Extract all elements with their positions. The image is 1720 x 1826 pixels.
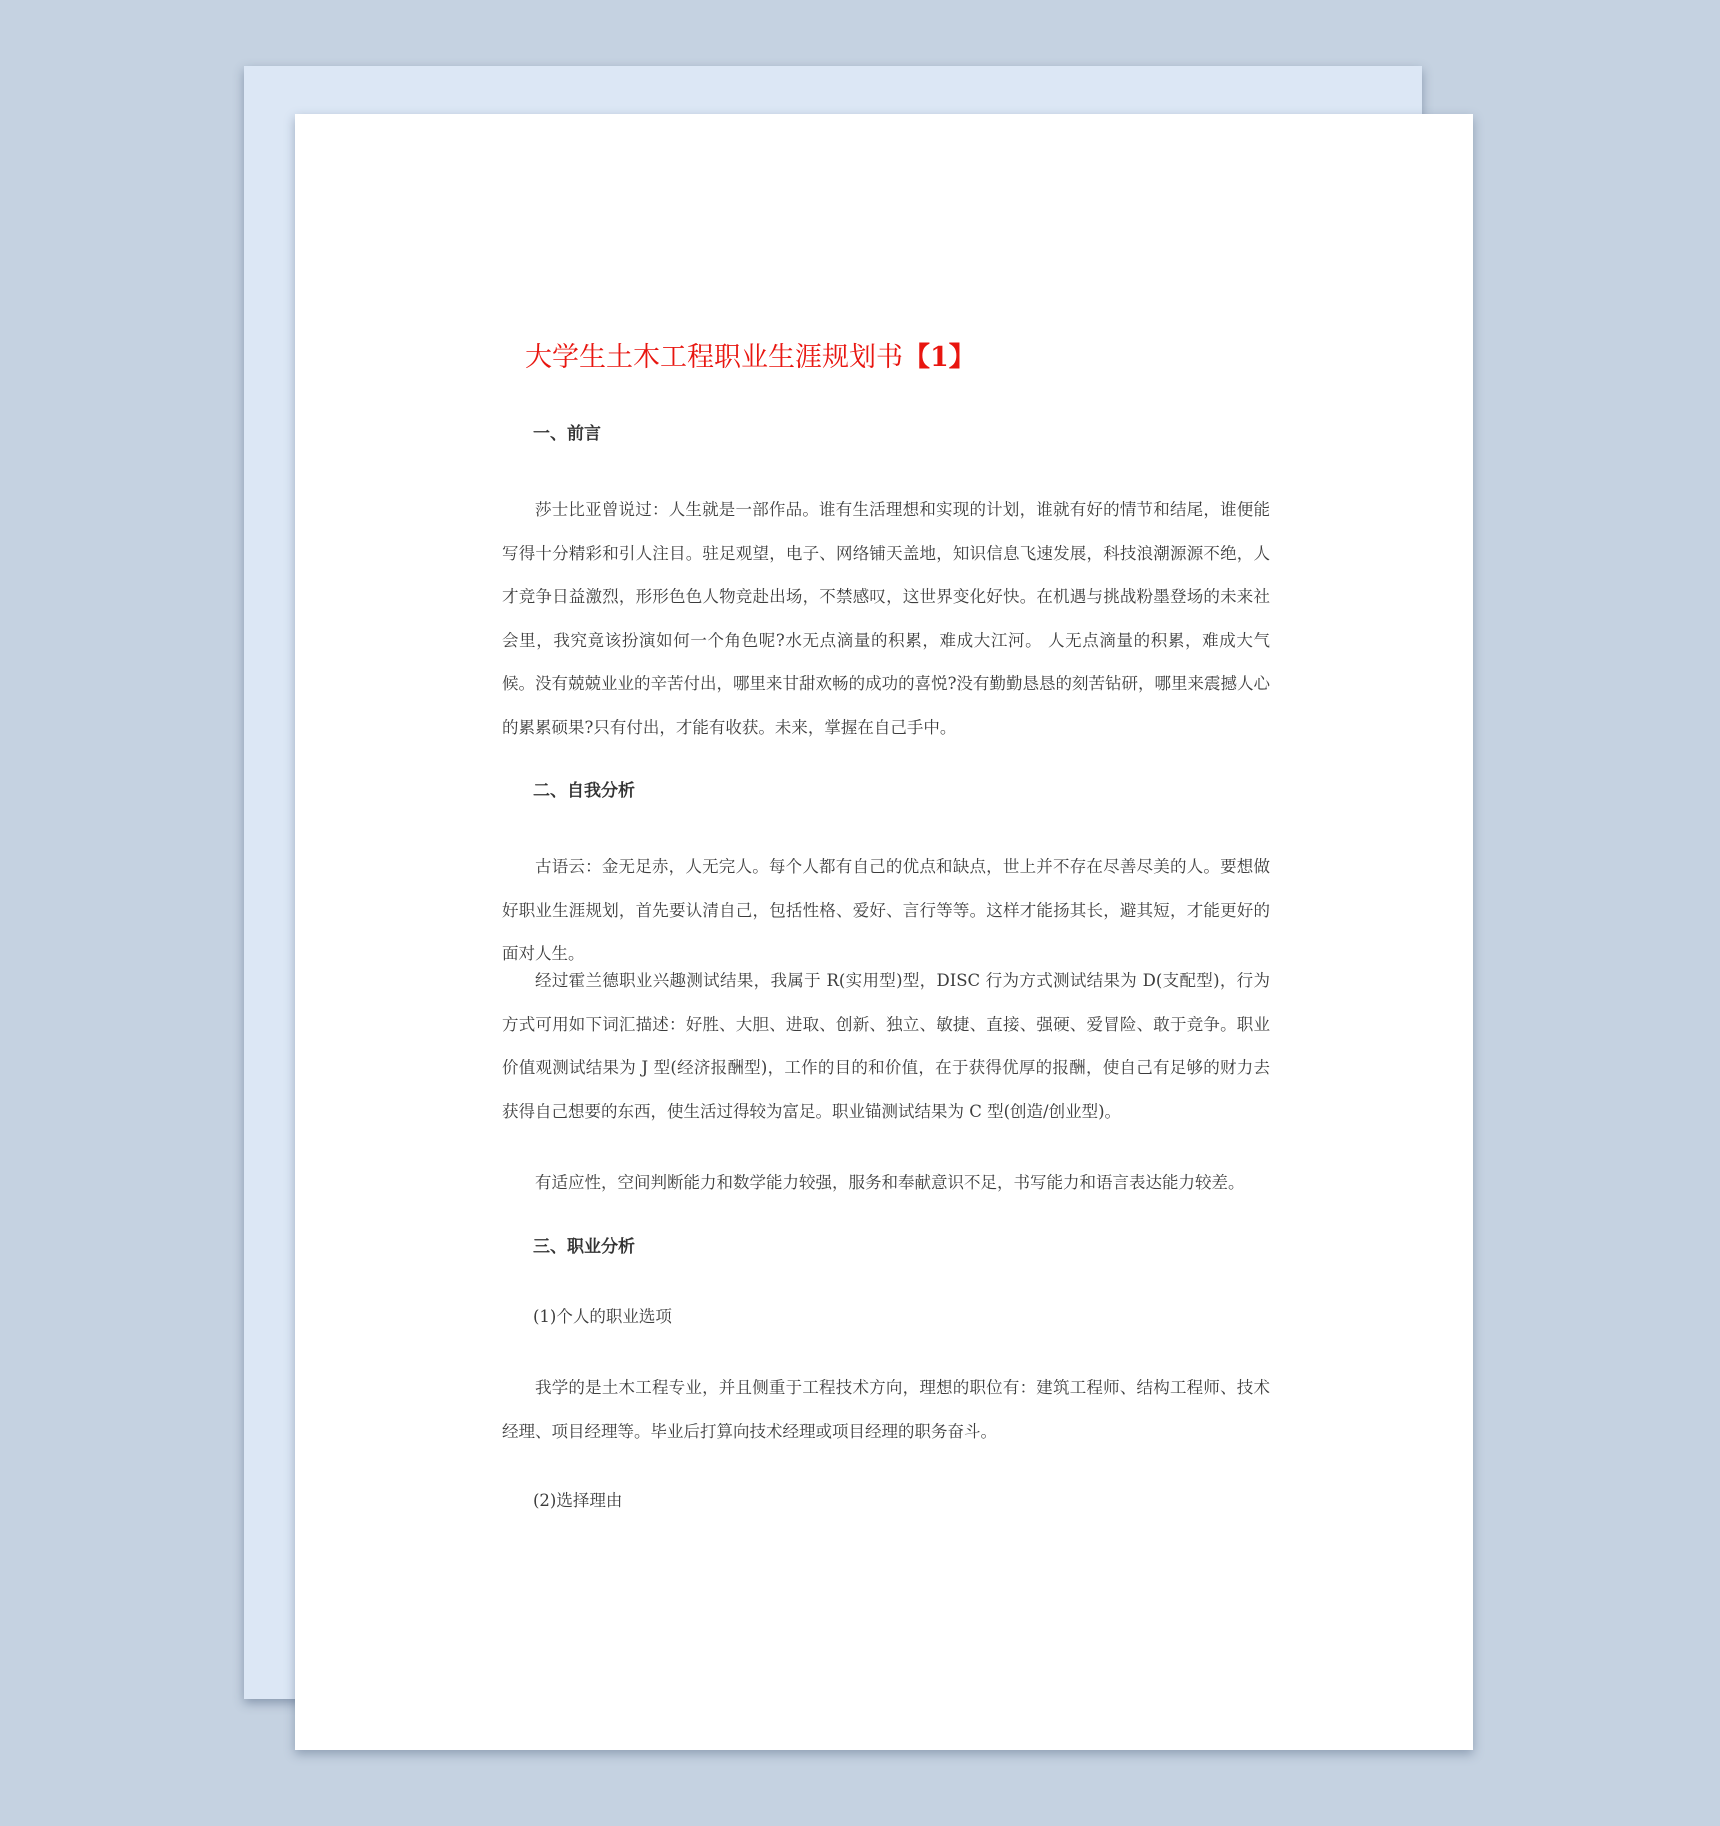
paragraph-preface: 莎士比亚曾说过：人生就是一部作品。谁有生活理想和实现的计划，谁就有好的情节和结尾，谁便能写得十分精彩和引人注目。驻足观望，电子、网络铺天盖地，知识信息飞速发展，科技浪潮源源不绝，人才竞争日益激烈，形形色色人物竞赴出场，不禁感叹，这世界变化好快。在机遇与挑战粉墨登场的未来社会里，我究竟该扮演如何一个角色呢?水无点滴量的积累，难成大江河。 人无点滴量的积累，难成大气候。没有兢兢业业的辛苦付出，哪里来甘甜欢畅的成功的喜悦?没有勤勤恳恳的刻苦钻研，哪里来震撼人心的累累硕果?只有付出，才能有收获。未来，掌握在自己手中。 (502, 500, 1270, 737)
document-title-number: 【1】 (903, 342, 976, 373)
subheading-career-options: (1)个人的职业选项 (533, 1307, 672, 1326)
document-title-text: 大学生土木工程职业生涯规划书 (525, 342, 903, 373)
section-heading-career-analysis: 三、职业分析 (533, 1237, 635, 1257)
section-heading-self-analysis: 二、自我分析 (533, 781, 635, 801)
paragraph-self-analysis-3: 有适应性，空间判断能力和数学能力较强，服务和奉献意识不足，书写能力和语言表达能力较差。 (535, 1173, 1245, 1192)
paragraph-self-analysis-2: 经过霍兰德职业兴趣测试结果，我属于 R(实用型)型，DISC 行为方式测试结果为 D(支配型)，行为方式可用如下词汇描述：好胜、大胆、进取、创新、独立、敏捷、直接、强硬、爱冒险、敢于竞争。职业价值观测试结果为 J 型(经济报酬型)，工作的目的和价值，在于获得优厚的报酬，使自己有足够的财力去获得自己想要的东西，使生活过得较为富足。职业锚测试结果为 C 型(创造/创业型)。 (502, 971, 1270, 1121)
section-heading-preface: 一、前言 (533, 424, 601, 444)
document-page (295, 114, 1473, 1750)
subheading-selection-reason: (2)选择理由 (533, 1491, 623, 1510)
document-title (525, 340, 976, 376)
paragraph-self-analysis-1: 古语云：金无足赤，人无完人。每个人都有自己的优点和缺点，世上并不存在尽善尽美的人。要想做好职业生涯规划，首先要认清自己，包括性格、爱好、言行等等。这样才能扬其长，避其短，才能更好的面对人生。 (502, 857, 1270, 963)
paragraph-career-options: 我学的是土木工程专业，并且侧重于工程技术方向，理想的职位有：建筑工程师、结构工程师、技术经理、项目经理等。毕业后打算向技术经理或项目经理的职务奋斗。 (502, 1378, 1270, 1441)
